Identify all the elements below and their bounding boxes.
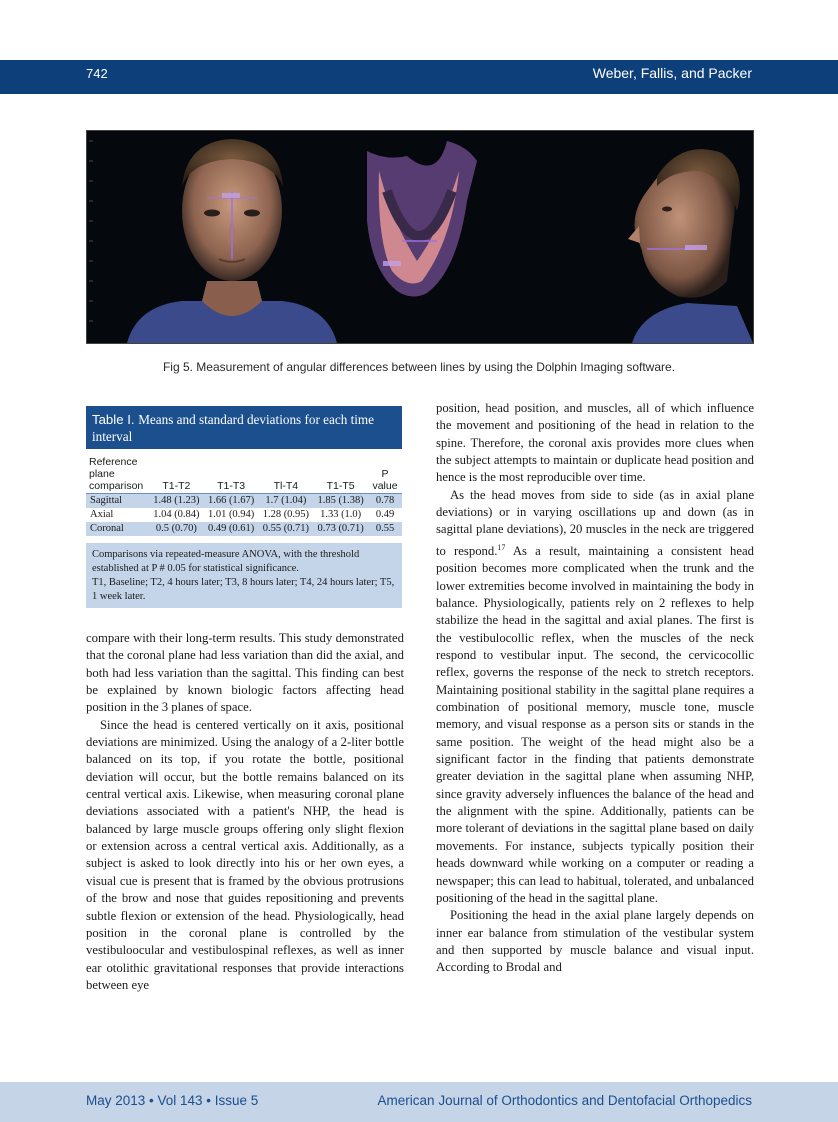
table-cell-p: 0.55 <box>368 522 402 536</box>
table-title-text: Means and standard deviations for each time interval <box>92 412 375 444</box>
paragraph: compare with their long-term results. This study demonstrated that the coronal plane had less variation than did the axial, and both had less variation than the sagittal. This finding can best be explained by known biologic factors affecting head position in the 3 planes of space. <box>86 631 404 715</box>
figure-dolphin-imaging-screenshot <box>86 130 754 344</box>
table-cell: 1.04 (0.84) <box>153 509 200 520</box>
figure-caption: Fig 5. Measurement of angular differences between lines by using the Dolphin Imaging software. <box>162 360 676 374</box>
running-head-authors: Weber, Fallis, and Packer <box>592 65 752 81</box>
page-number: 742 <box>86 66 108 81</box>
body-column-right <box>436 400 754 977</box>
col-header: T1-T3 <box>204 456 259 494</box>
table-cell: 0.49 (0.61) <box>204 522 259 536</box>
table-cell-p: 0.49 <box>375 509 395 520</box>
table-cell: 1.85 (1.38) <box>313 494 368 509</box>
table-cell: 0.5 (0.70) <box>149 522 204 536</box>
table-footnotes <box>86 543 402 608</box>
table-note-timepoints: T1, Baseline; T2, 4 hours later; T3, 8 hours later; T4, 24 hours later; T5, 1 week later. <box>92 577 395 602</box>
paragraph <box>436 487 754 907</box>
table-title <box>86 406 402 449</box>
footer-issue-info: May 2013 • Vol 143 • Issue 5 <box>86 1093 259 1108</box>
reference-superscript: 17 <box>497 542 506 552</box>
table-cell: 1.01 (0.94) <box>207 509 255 520</box>
table-note-anova: Comparisons via repeated-measure ANOVA, with the threshold established at P # 0.05 for statistical significance. <box>92 549 360 574</box>
paragraph: position, head position, and muscles, all of which influence the movement and positioning of the head in relation to the spine. Therefore, the coronal axis provides more clues when the subject attempts to maintain or duplicate head position and hence is the most reproducible over time. <box>436 401 754 485</box>
row-label: Axial <box>90 509 114 520</box>
paragraph-text: As the head moves from side to side (as in axial plane deviations) or in varying oscillations up and down (as in sagittal plane deviations), 20 muscles in the neck are triggered to respond. <box>436 487 754 558</box>
table-cell-p: 0.78 <box>368 494 402 509</box>
table-cell: 1.48 (1.23) <box>149 494 204 509</box>
table-cell: 1.33 (1.0) <box>320 509 362 520</box>
running-header <box>0 60 838 94</box>
table-body <box>86 456 402 536</box>
footer-journal-name: American Journal of Orthodontics and Dentofacial Orthopedics <box>377 1093 752 1108</box>
row-label: Coronal <box>86 522 149 536</box>
paragraph: Positioning the head in the axial plane largely depends on inner ear balance from stimulation of the vestibular system and then supported by muscle balance and visual input. According to Brodal and <box>436 908 754 975</box>
table-cell: 1.66 (1.67) <box>204 494 259 509</box>
table-cell: 1.7 (1.04) <box>259 494 314 509</box>
table-cell: 1.28 (0.95) <box>262 509 310 520</box>
col-header-p-value: P value <box>368 456 402 494</box>
table-cell: 0.55 (0.71) <box>259 522 314 536</box>
row-label: Sagittal <box>86 494 149 509</box>
col-header-reference: Reference plane comparison <box>86 456 149 494</box>
table-cell: 0.73 (0.71) <box>313 522 368 536</box>
table-means-sd <box>86 406 402 608</box>
table-row <box>86 522 402 536</box>
col-header: Tl-T4 <box>259 456 314 494</box>
table-row <box>86 508 402 522</box>
table-row <box>86 494 402 509</box>
paragraph: Since the head is centered vertically on it axis, positional deviations are minimized. Using the analogy of a 2-liter bottle balanced on its top, if you rotate the bottle, positional deviation will occur, but the bottle remains balanced on its central vertical axis. Likewise, when measuring coronal plane deviations associated with a patient's NHP, the head is balanced by large muscle groups offering only slight flexion or extension across a central vertical axis. Additionally, as a subject is asked to look directly into his or her own eyes, a visual cue is present that is framed by the obvious protrusions of the brow and nose that guides repositioning and prevents subtle flexion or extension of the head. Physiologically, head position in the coronal plane is controlled by the vestibuloocular and vestibulospinal reflexes, as well as inner ear otolithic gravitational responses that provide interactions between eye <box>86 717 404 992</box>
paragraph-text: As a result, maintaining a consistent head position becomes more complicated when the trunk and the lower extremities become involved in maintaining the body in balance. Physiologically, patients rely on 2 reflexes to help stabilize the head in the sagittal and axial planes. The first is the vestibulocollic reflex, when the muscles of the neck respond to vestibular input. The second, the cervicocollic reflex, governs the response of the neck to stretch receptors. Maintaining positional stability in the sagittal plane requires a combination of positional memory, muscle tone, muscle memory, and visual response as a person sits or stands in the same position. The weight of the head might also be a significant factor in the finding that patients demonstrate greater deviation in the sagittal plane when assuming NHP, since gravity adversely influences the balance of the head and the alignment with the spine. Additionally, patients can be more tolerant of deviations in the sagittal plane based on daily movements. For instance, subjects typically position their heads downward while working on a computer or reading a newspaper; this can lead to habitual, tolerated, and unbalanced positioning of the head in the sagittal plane. <box>436 543 754 905</box>
col-header: T1-T5 <box>313 456 368 494</box>
body-column-left <box>86 630 404 994</box>
col-header: T1-T2 <box>149 456 204 494</box>
running-footer <box>0 1082 838 1122</box>
table-label: Table I. <box>92 412 135 427</box>
figure-image <box>87 131 753 343</box>
